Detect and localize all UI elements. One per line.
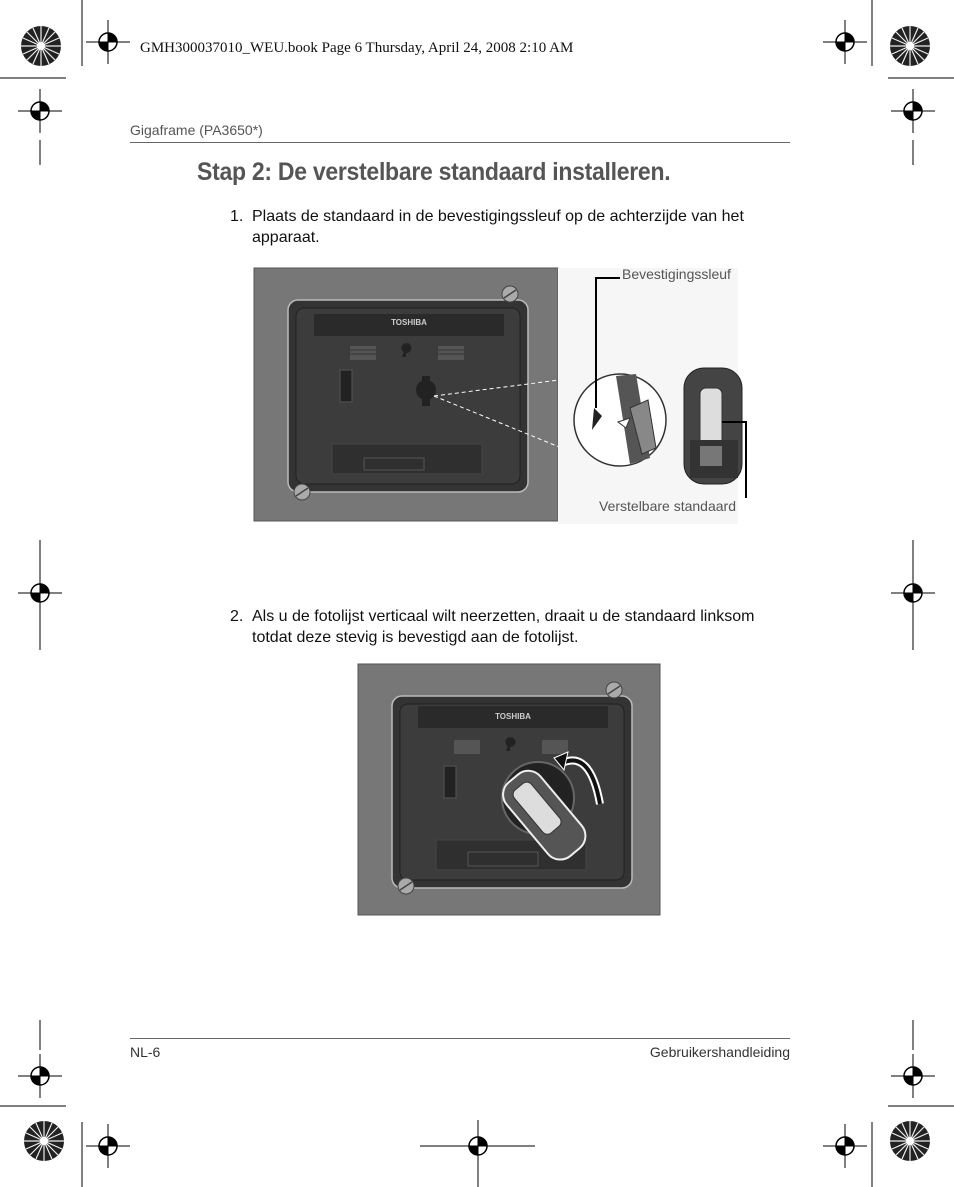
callout-slot: Bevestigingssleuf bbox=[622, 266, 731, 282]
footer-rule bbox=[130, 1038, 790, 1039]
figure-stand-rotate bbox=[358, 664, 662, 916]
registration-star-icon bbox=[890, 1121, 930, 1161]
registration-star-icon bbox=[24, 1121, 64, 1161]
registration-mark-icon bbox=[823, 20, 867, 64]
brand-logo: TOSHIBA bbox=[391, 318, 427, 327]
registration-mark-icon bbox=[18, 89, 62, 133]
registration-mark-icon bbox=[891, 1054, 935, 1098]
step-text: Als u de fotolijst verticaal wilt neerzetten, draait u de standaard linksom totdat deze stevig is bevestigd aan de fotolijst. bbox=[252, 608, 755, 646]
registration-mark-icon bbox=[86, 1124, 130, 1168]
registration-mark-icon bbox=[18, 1054, 62, 1098]
registration-star-icon bbox=[21, 26, 61, 66]
running-header: Gigaframe (PA3650*) bbox=[130, 122, 263, 138]
callout-stand: Verstelbare standaard bbox=[599, 498, 736, 514]
figure-stand-insert bbox=[254, 268, 764, 524]
registration-mark-icon bbox=[891, 89, 935, 133]
registration-mark-icon bbox=[823, 1124, 867, 1168]
page-number: NL-6 bbox=[130, 1044, 161, 1060]
page-title: Stap 2: De verstelbare standaard installeren. bbox=[197, 158, 671, 186]
registration-star-icon bbox=[890, 26, 930, 66]
step-number: 1. bbox=[230, 208, 244, 225]
step-2 bbox=[230, 606, 792, 650]
header-rule bbox=[130, 142, 790, 143]
registration-mark-icon bbox=[86, 20, 130, 64]
step-1 bbox=[230, 206, 792, 250]
step-number: 2. bbox=[230, 608, 244, 625]
print-header: GMH300037010_WEU.book Page 6 Thursday, April 24, 2008 2:10 AM bbox=[140, 40, 574, 56]
footer-doc-title: Gebruikershandleiding bbox=[649, 1044, 790, 1060]
brand-logo: TOSHIBA bbox=[495, 712, 531, 721]
step-text: Plaats de standaard in de bevestigingssleuf op de achterzijde van het apparaat. bbox=[252, 208, 744, 246]
